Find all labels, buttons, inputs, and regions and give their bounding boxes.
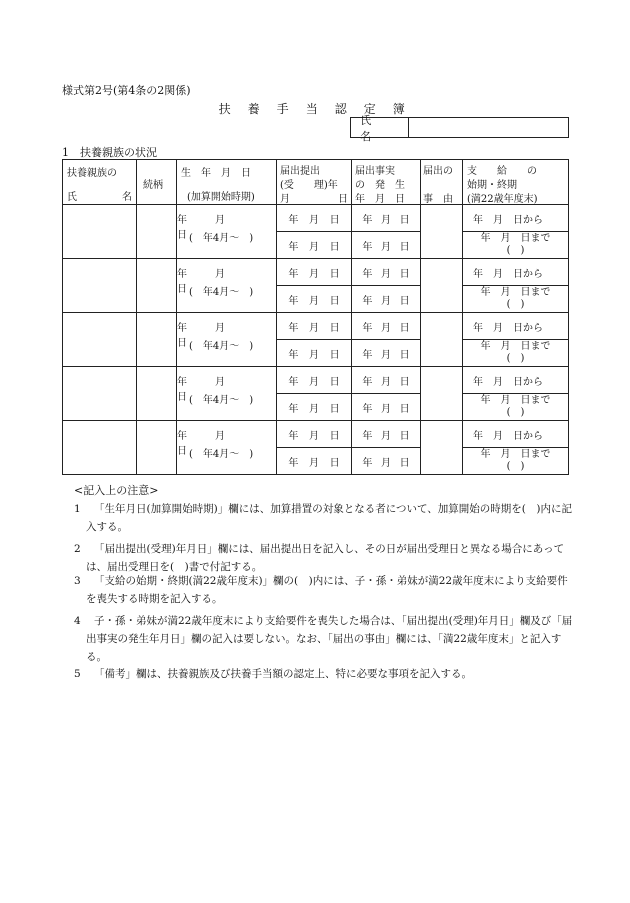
header-birth: 生 年 月 日 (加算開始時期) [177,160,277,205]
birth-date-cell[interactable]: 年 月 日 ( 年4月～ ) [177,313,277,367]
birth-date-cell[interactable]: 年 月 日 ( 年4月～ ) [177,259,277,313]
filed-date-cell[interactable]: 年 月 日 [277,394,352,421]
dependent-name-cell[interactable] [63,421,137,475]
dependents-table [62,159,569,475]
birth-date-cell[interactable]: 年 月 日 ( 年4月～ ) [177,421,277,475]
filed-date-cell[interactable]: 年 月 日 [277,448,352,475]
filed-date-cell[interactable]: 年 月 日 [277,367,352,394]
period-end-cell[interactable]: 年 月 日まで ( ) [463,340,569,367]
table-row [63,313,569,340]
fact-date-cell[interactable]: 年 月 日 [352,448,421,475]
fact-date-cell[interactable]: 年 月 日 [352,313,421,340]
relation-cell[interactable] [137,259,177,313]
period-start-cell[interactable]: 年 月 日から [463,205,569,232]
dependent-name-cell[interactable] [63,313,137,367]
period-start-cell[interactable]: 年 月 日から [463,313,569,340]
fact-date-cell[interactable]: 年 月 日 [352,340,421,367]
reason-cell[interactable] [421,313,463,367]
filed-date-cell[interactable]: 年 月 日 [277,259,352,286]
reason-cell[interactable] [421,259,463,313]
reason-cell[interactable] [421,205,463,259]
fact-date-cell[interactable]: 年 月 日 [352,286,421,313]
document-title: 扶 養 手 当 認 定 簿 [218,102,412,116]
dependent-name-cell[interactable] [63,259,137,313]
table-row [63,259,569,286]
fact-date-cell[interactable]: 年 月 日 [352,259,421,286]
filed-date-cell[interactable]: 年 月 日 [277,313,352,340]
header-name: 扶養親族の 氏 名 [63,160,137,205]
fact-date-cell[interactable]: 年 月 日 [352,232,421,259]
fact-date-cell[interactable]: 年 月 日 [352,394,421,421]
period-start-cell[interactable]: 年 月 日から [463,259,569,286]
header-fact-date: 届出事実 の 発 生 年 月 日 [352,160,421,205]
header-reason: 届出の 事 由 [421,160,463,205]
relation-cell[interactable] [137,421,177,475]
header-period: 支 給 の 始期・終期 (満22歳年度末) [463,160,569,205]
relation-cell[interactable] [137,313,177,367]
form-code: 様式第2号(第4条の2関係) [62,84,191,97]
filed-date-cell[interactable]: 年 月 日 [277,232,352,259]
birth-date-cell[interactable]: 年 月 日 ( 年4月～ ) [177,205,277,259]
relation-cell[interactable] [137,367,177,421]
name-value[interactable] [409,118,568,137]
reason-cell[interactable] [421,367,463,421]
birth-date-cell[interactable]: 年 月 日 ( 年4月～ ) [177,367,277,421]
dependent-name-cell[interactable] [63,367,137,421]
section-heading: 1 扶養親族の状況 [62,146,157,159]
relation-cell[interactable] [137,205,177,259]
period-end-cell[interactable]: 年 月 日まで ( ) [463,394,569,421]
name-label: 氏 名 [351,118,409,137]
dependent-name-cell[interactable] [63,205,137,259]
table-row [63,367,569,394]
period-start-cell[interactable]: 年 月 日から [463,421,569,448]
period-start-cell[interactable]: 年 月 日から [463,367,569,394]
period-end-cell[interactable]: 年 月 日まで ( ) [463,286,569,313]
notes-title: <記入上の注意> [74,484,159,497]
reason-cell[interactable] [421,421,463,475]
table-row [63,205,569,232]
filed-date-cell[interactable]: 年 月 日 [277,340,352,367]
fact-date-cell[interactable]: 年 月 日 [352,205,421,232]
filed-date-cell[interactable]: 年 月 日 [277,286,352,313]
period-end-cell[interactable]: 年 月 日まで ( ) [463,232,569,259]
filed-date-cell[interactable]: 年 月 日 [277,421,352,448]
fact-date-cell[interactable]: 年 月 日 [352,421,421,448]
filed-date-cell[interactable]: 年 月 日 [277,205,352,232]
table-row [63,421,569,448]
period-end-cell[interactable]: 年 月 日まで ( ) [463,448,569,475]
name-field [350,113,569,143]
fact-date-cell[interactable]: 年 月 日 [352,367,421,394]
header-filed-date: 届出提出 (受 理)年 月 日 [277,160,352,205]
header-relation: 続柄 [137,160,177,205]
